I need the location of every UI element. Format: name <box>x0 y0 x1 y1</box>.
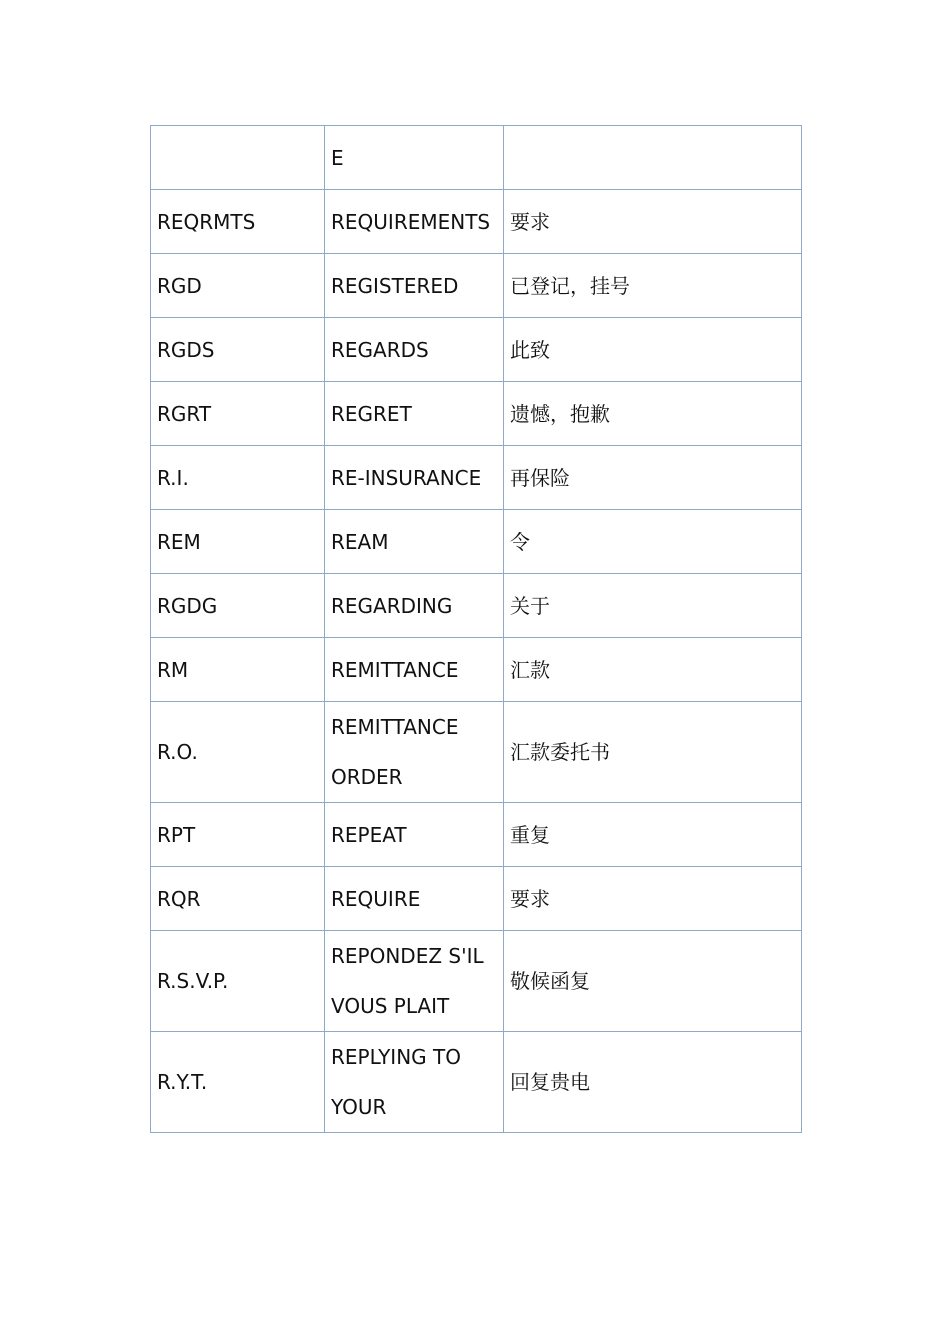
table-row <box>151 446 802 510</box>
full-term-cell: REAM <box>325 510 504 574</box>
abbreviation-cell: R.O. <box>151 702 325 803</box>
abbreviation-cell: RGDG <box>151 574 325 638</box>
abbreviation-cell: RGD <box>151 254 325 318</box>
meaning-cell: 汇款委托书 <box>504 702 802 803</box>
full-term-cell: REGISTERED <box>325 254 504 318</box>
abbreviation-table <box>150 125 802 1133</box>
full-term-cell: REPEAT <box>325 803 504 867</box>
full-term-cell: REMITTANCE ORDER <box>325 702 504 803</box>
table-row <box>151 318 802 382</box>
abbreviation-cell: RGDS <box>151 318 325 382</box>
abbreviation-cell: REM <box>151 510 325 574</box>
abbreviation-cell: R.I. <box>151 446 325 510</box>
full-term-cell: REQUIRE <box>325 867 504 931</box>
table-row <box>151 702 802 803</box>
meaning-cell: 重复 <box>504 803 802 867</box>
meaning-cell: 令 <box>504 510 802 574</box>
full-term-cell: RE-INSURANCE <box>325 446 504 510</box>
full-term-cell: REQUIREMENTS <box>325 190 504 254</box>
meaning-cell: 回复贵电 <box>504 1032 802 1133</box>
table-row <box>151 638 802 702</box>
full-term-cell: REPLYING TO YOUR <box>325 1032 504 1133</box>
table-row <box>151 867 802 931</box>
meaning-cell: 此致 <box>504 318 802 382</box>
full-term-cell: REMITTANCE <box>325 638 504 702</box>
abbreviation-cell: R.Y.T. <box>151 1032 325 1133</box>
meaning-cell: 要求 <box>504 190 802 254</box>
abbreviation-cell: RPT <box>151 803 325 867</box>
meaning-cell: 遗憾，抱歉 <box>504 382 802 446</box>
table-row <box>151 931 802 1032</box>
table-row <box>151 510 802 574</box>
table-row <box>151 574 802 638</box>
meaning-cell: 敬候函复 <box>504 931 802 1032</box>
abbreviation-cell: RQR <box>151 867 325 931</box>
table-row <box>151 126 802 190</box>
table-row <box>151 1032 802 1133</box>
abbreviation-cell: RGRT <box>151 382 325 446</box>
full-term-cell: E <box>325 126 504 190</box>
abbreviation-cell: REQRMTS <box>151 190 325 254</box>
table-row <box>151 190 802 254</box>
abbreviation-cell <box>151 126 325 190</box>
meaning-cell: 汇款 <box>504 638 802 702</box>
abbreviation-cell: RM <box>151 638 325 702</box>
meaning-cell: 要求 <box>504 867 802 931</box>
table-row <box>151 382 802 446</box>
full-term-cell: REGRET <box>325 382 504 446</box>
meaning-cell: 再保险 <box>504 446 802 510</box>
abbreviation-cell: R.S.V.P. <box>151 931 325 1032</box>
meaning-cell: 关于 <box>504 574 802 638</box>
full-term-cell: REGARDS <box>325 318 504 382</box>
meaning-cell: 已登记，挂号 <box>504 254 802 318</box>
full-term-cell: REPONDEZ S'IL VOUS PLAIT <box>325 931 504 1032</box>
table-row <box>151 254 802 318</box>
meaning-cell <box>504 126 802 190</box>
full-term-cell: REGARDING <box>325 574 504 638</box>
table-row <box>151 803 802 867</box>
